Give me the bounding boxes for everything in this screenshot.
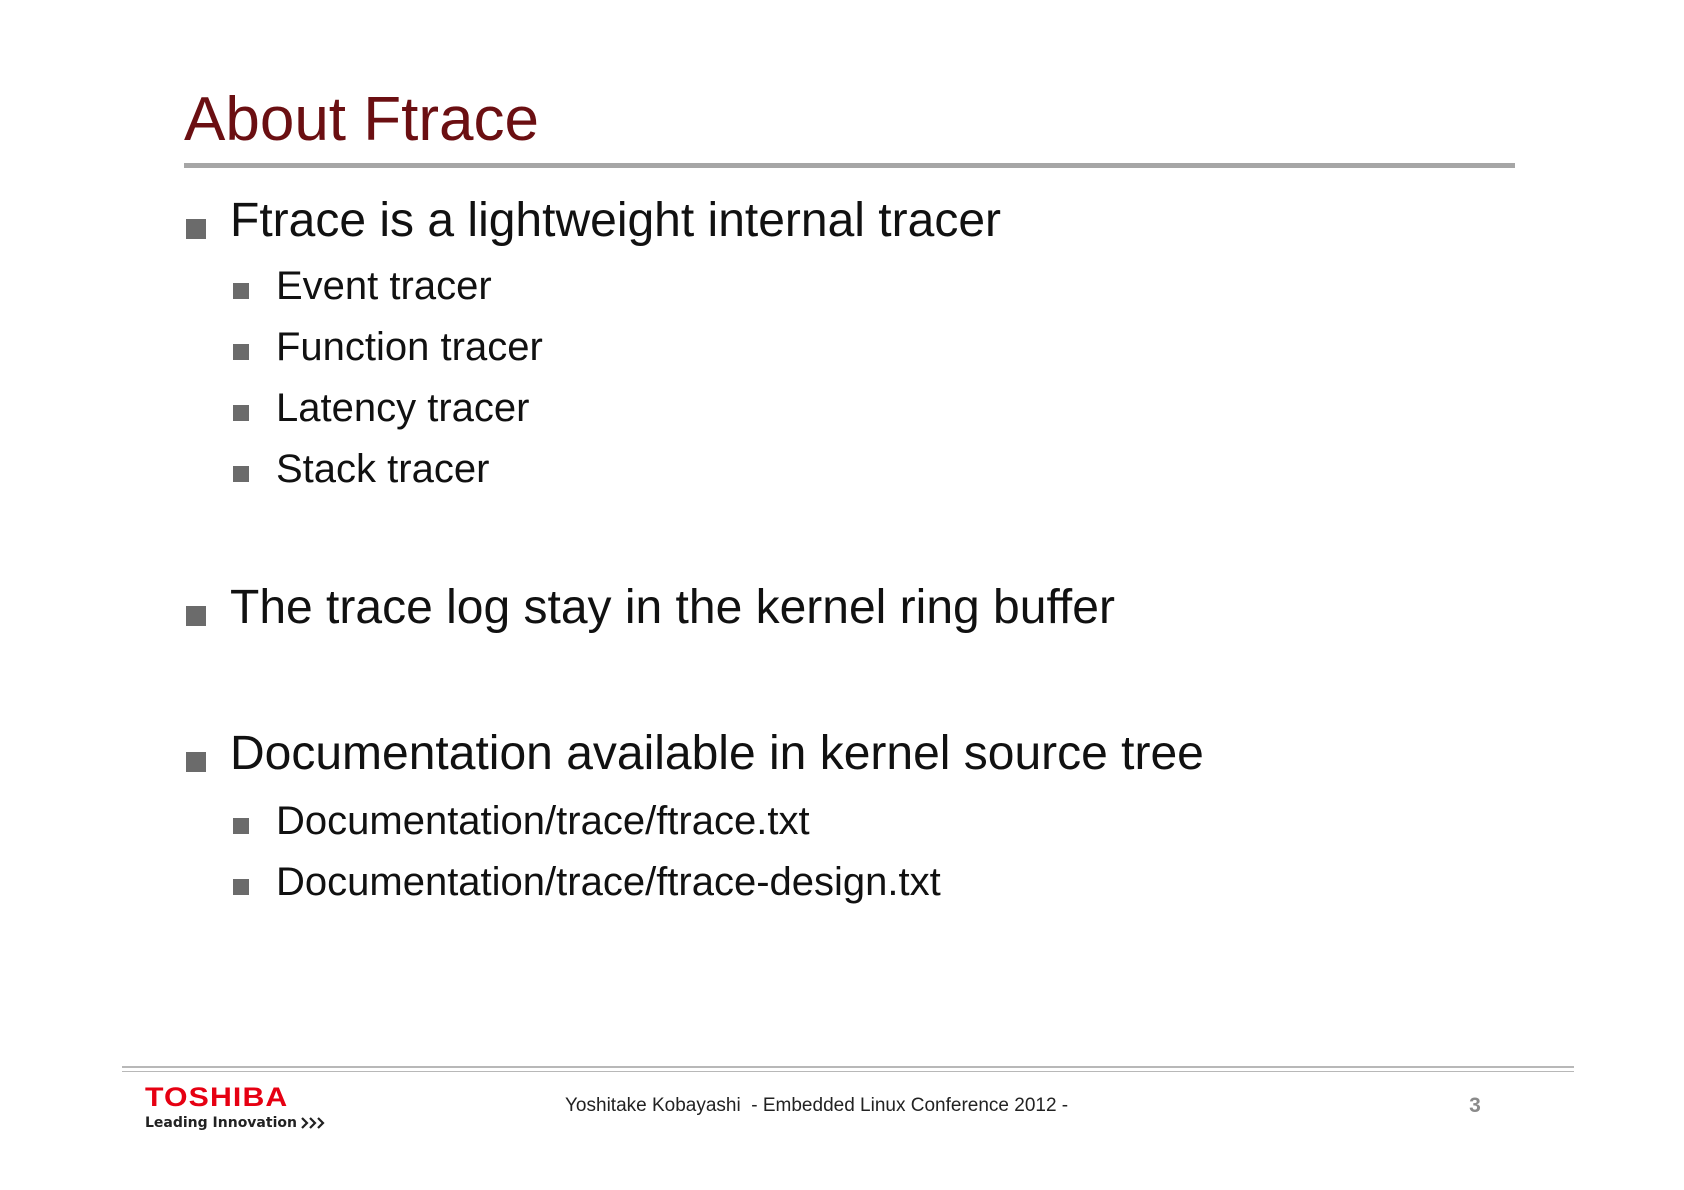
sub-bullet-text: Latency tracer	[276, 386, 530, 430]
logo-wordmark: TOSHIBA	[145, 1082, 289, 1112]
slide-title: About Ftrace	[184, 85, 539, 154]
bullet-square-icon	[233, 405, 249, 421]
bullet-square-icon	[233, 466, 249, 482]
sub-bullet-text: Event tracer	[276, 264, 492, 308]
toshiba-logo	[145, 1082, 327, 1132]
logo-tagline	[145, 1114, 327, 1132]
sub-bullet-text: Documentation/trace/ftrace.txt	[276, 799, 810, 843]
footer-divider	[122, 1066, 1574, 1068]
footer-text: Yoshitake Kobayashi - Embedded Linux Conference 2012 -	[565, 1095, 1069, 1116]
bullet-square-icon	[186, 219, 206, 239]
sub-bullet-text: Function tracer	[276, 325, 543, 369]
bullet-square-icon	[233, 344, 249, 360]
bullet-text: Documentation available in kernel source tree	[230, 727, 1204, 780]
sub-bullet-text: Documentation/trace/ftrace-design.txt	[276, 860, 941, 904]
bullet-square-icon	[186, 752, 206, 772]
bullet-square-icon	[233, 818, 249, 834]
bullet-square-icon	[186, 606, 206, 626]
page-number: 3	[1469, 1094, 1481, 1117]
bullet-square-icon	[233, 283, 249, 299]
bullet-square-icon	[233, 879, 249, 895]
footer-divider-thin	[122, 1071, 1574, 1072]
sub-bullet-text: Stack tracer	[276, 447, 490, 491]
title-divider	[184, 163, 1515, 168]
bullet-text: The trace log stay in the kernel ring buffer	[230, 581, 1115, 634]
bullet-text: Ftrace is a lightweight internal tracer	[230, 194, 1001, 247]
logo-tagline-text: Leading Innovation	[145, 1115, 297, 1131]
triple-chevron-icon	[301, 1117, 327, 1129]
